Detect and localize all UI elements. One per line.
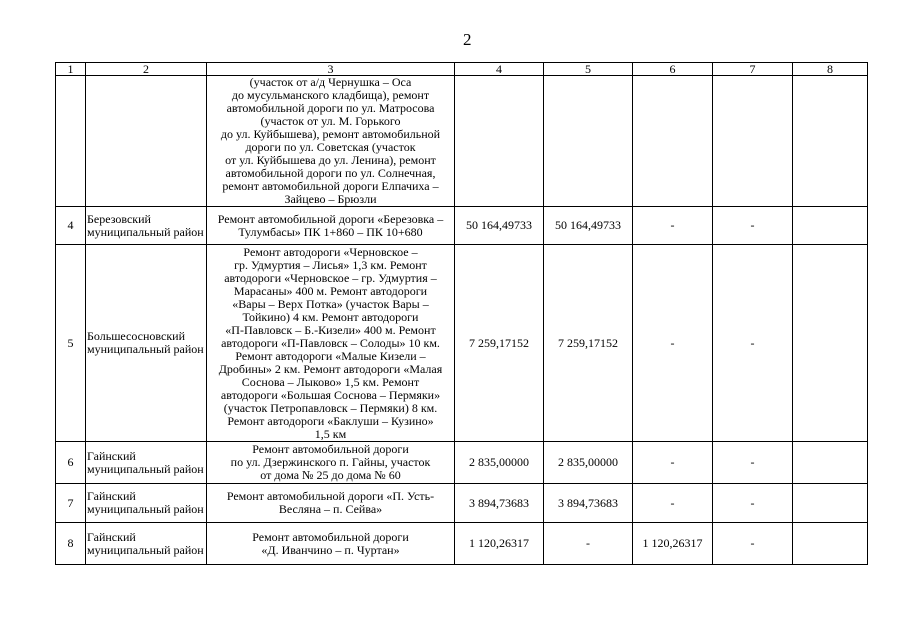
value-col5: - [544,523,633,565]
district-name: Гайнский муниципальный район [86,484,207,523]
page-number: 2 [463,30,472,49]
value-col8 [793,245,868,442]
value-col4: 2 835,00000 [455,442,544,484]
district-name: Гайнский муниципальный район [86,523,207,565]
work-description: Ремонт автомобильной дороги «Д. Иванчино – п. Чуртан» [207,523,455,565]
value-col6: - [633,207,713,245]
header-cell: 2 [86,63,207,76]
header-row [56,63,868,76]
row-number: 7 [56,484,86,523]
header-cell: 5 [544,63,633,76]
district-name [86,76,207,207]
row-number: 6 [56,442,86,484]
value-col6: 1 120,26317 [633,523,713,565]
value-col8 [793,523,868,565]
district-name: Большесосновский муниципальный район [86,245,207,442]
table-row [56,484,868,523]
value-col5: 50 164,49733 [544,207,633,245]
value-col4: 7 259,17152 [455,245,544,442]
value-col8 [793,207,868,245]
value-col5: 7 259,17152 [544,245,633,442]
value-col5: 3 894,73683 [544,484,633,523]
header-cell: 1 [56,63,86,76]
value-col5: 2 835,00000 [544,442,633,484]
value-col4: 1 120,26317 [455,523,544,565]
district-name: Гайнский муниципальный район [86,442,207,484]
work-description: Ремонт автомобильной дороги «П. Усть- Весляна – п. Сейва» [207,484,455,523]
value-col7: - [713,523,793,565]
row-number: 5 [56,245,86,442]
value-col4 [455,76,544,207]
value-col6 [633,76,713,207]
value-col7: - [713,207,793,245]
row-number: 8 [56,523,86,565]
value-col4: 3 894,73683 [455,484,544,523]
header-cell: 7 [713,63,793,76]
value-col7 [713,76,793,207]
header-cell: 6 [633,63,713,76]
table-row [56,76,868,207]
value-col6: - [633,442,713,484]
work-description: Ремонт автомобильной дороги «Березовка – Тулумбасы» ПК 1+860 – ПК 10+680 [207,207,455,245]
value-col6: - [633,484,713,523]
value-col8 [793,76,868,207]
row-number [56,76,86,207]
value-col8 [793,484,868,523]
budget-table [55,62,868,565]
work-description: Ремонт автомобильной дороги по ул. Дзержинского п. Гайны, участок от дома № 25 до дома № 60 [207,442,455,484]
table-row [56,442,868,484]
value-col5 [544,76,633,207]
work-description: (участок от а/д Чернушка – Оса до мусульманского кладбища), ремонт автомобильной дороги по ул. Матросова (участок от ул. М. Горького до ул. Куйбышева), ремонт автомобильной дороги по ул. Советская (участок от ул. Куйбышева до ул. Ленина), ремонт автомобильной дороги по ул. Солнечная, ремонт автомобильной дороги Елпачиха – Зайцево – Брюзли [207,76,455,207]
table-row [56,245,868,442]
value-col8 [793,442,868,484]
header-cell: 3 [207,63,455,76]
table-row [56,523,868,565]
value-col7: - [713,484,793,523]
work-description: Ремонт автодороги «Черновское – гр. Удмуртия – Лисья» 1,3 км. Ремонт автодороги «Черновское – гр. Удмуртия – Марасаны» 400 м. Ремонт автодороги «Вары – Верх Потка» (участок Вары – Тойкино) 4 км. Ремонт автодороги «П-Павловск – Б.-Кизели» 400 м. Ремонт автодороги «П-Павловск – Солоды» 10 км. Ремонт автодороги «Малые Кизели – Дробины» 2 км. Ремонт автодороги «Малая Соснова – Лыково» 1,5 км. Ремонт автодороги «Большая Соснова – Пермяки» (участок Петропавловск – Пермяки) 8 км. Ремонт автодороги «Баклуши – Кузино» 1,5 км [207,245,455,442]
header-cell: 4 [455,63,544,76]
value-col7: - [713,442,793,484]
header-cell: 8 [793,63,868,76]
district-name: Березовский муниципальный район [86,207,207,245]
value-col6: - [633,245,713,442]
row-number: 4 [56,207,86,245]
table-row [56,207,868,245]
value-col4: 50 164,49733 [455,207,544,245]
value-col7: - [713,245,793,442]
